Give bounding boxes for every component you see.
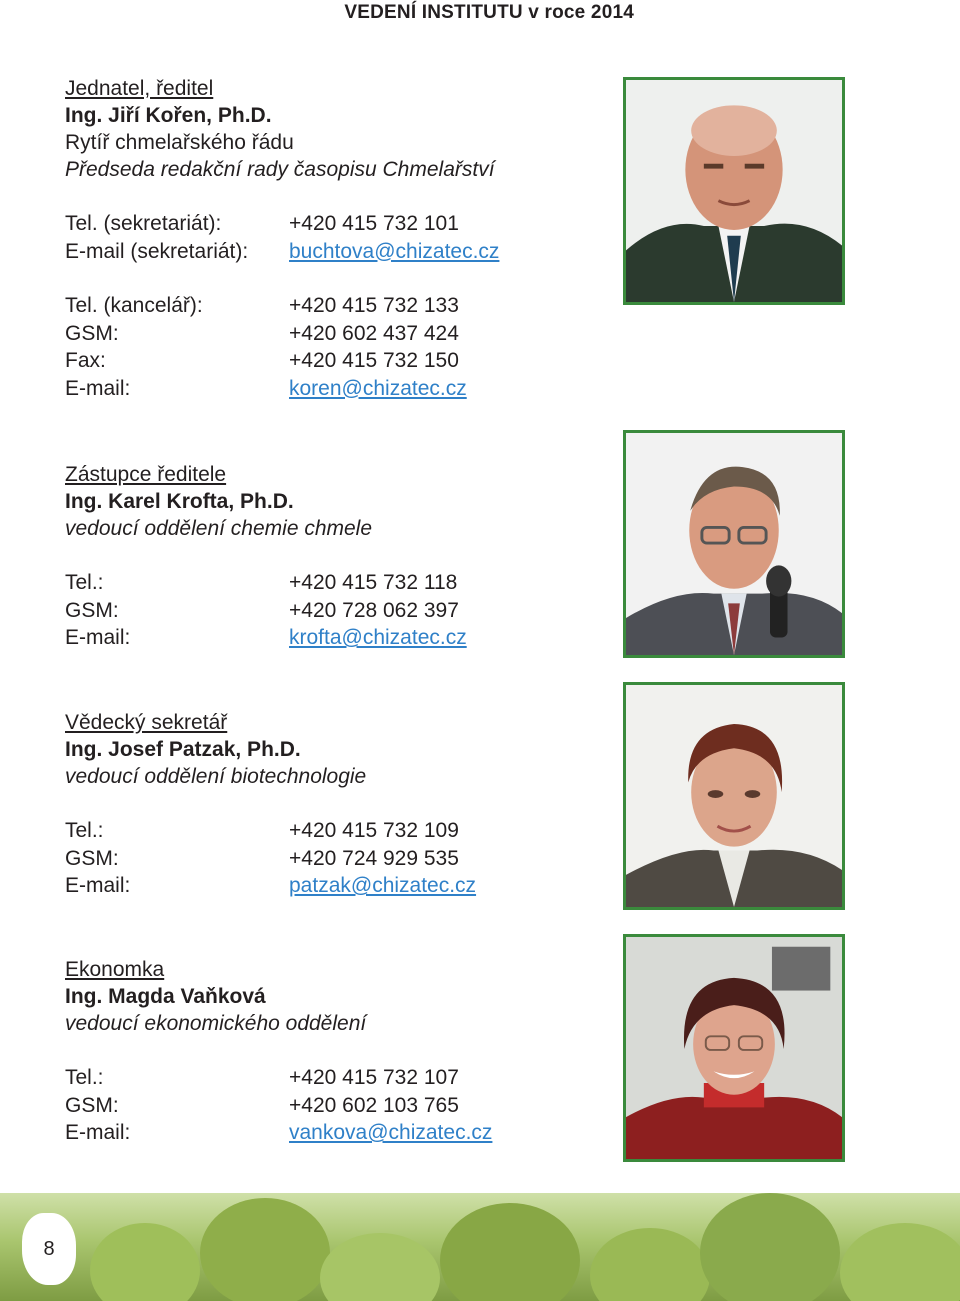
contact-label: E-mail: [65,1121,131,1144]
contact-label: E-mail: [65,874,131,897]
deputy-name: Ing. Karel Krofta, Ph.D. [65,490,294,513]
economist-name: Ing. Magda Vaňková [65,985,266,1008]
contact-label: Tel. (sekretariát): [65,212,222,235]
director-fax-row [65,347,585,375]
contact-value: +420 415 732 118 [289,571,458,594]
deputy-photo [623,430,845,658]
director-title-editor: Předseda redakční rady časopisu Chmelařství [65,158,495,181]
secretary-contacts [65,817,585,900]
economist-role: Ekonomka [65,958,165,981]
contact-label: Tel. (kancelář): [65,294,203,317]
contact-label: GSM: [65,598,119,622]
economist-contacts [65,1064,585,1147]
page-header-title: VEDENÍ INSTITUTU v roce 2014 [344,2,634,23]
director-contacts [65,210,585,402]
director-gsm-row [65,320,585,348]
contact-value: +420 415 732 133 [289,294,459,317]
economist-section [65,956,585,1147]
contact-label: Tel.: [65,571,104,594]
secretary-gsm-row [65,845,585,873]
economist-photo [623,934,845,1162]
contact-value: +420 724 929 535 [289,846,459,870]
footer-hops-banner [0,1193,960,1301]
director-email-link[interactable]: koren@chizatec.cz [289,376,467,400]
contact-label: GSM: [65,1093,119,1117]
secretary-email-link[interactable]: patzak@chizatec.cz [289,874,477,897]
contact-value: +420 728 062 397 [289,598,459,622]
contact-label: E-mail (sekretariát): [65,239,249,263]
deputy-phone-row [65,569,585,597]
economist-desc: vedoucí ekonomického oddělení [65,1012,367,1035]
secretary-role: Vědecký sekretář [65,711,228,734]
director-secretariat-email-row [65,238,585,266]
contact-value: +420 602 437 424 [289,321,459,345]
secretariat-email-link[interactable]: buchtova@chizatec.cz [289,239,500,263]
director-role: Jednatel, ředitel [65,77,214,100]
economist-phone-row [65,1064,585,1092]
director-secretariat-phone-row [65,210,585,238]
director-section [65,75,585,402]
page-number-badge [22,1213,76,1285]
secretary-email-row [65,872,585,900]
contact-label: E-mail: [65,376,131,400]
economist-email-row [65,1119,585,1147]
contact-value: +420 602 103 765 [289,1093,459,1117]
director-photo [623,77,845,305]
director-office-phone-row [65,292,585,320]
contact-label: E-mail: [65,626,131,649]
deputy-contacts [65,569,585,652]
contact-label: Tel.: [65,819,104,842]
contact-label: GSM: [65,321,119,345]
secretary-name: Ing. Josef Patzak, Ph.D. [65,738,301,761]
secretary-section [65,709,585,900]
deputy-role: Zástupce ředitele [65,463,227,486]
director-name: Ing. Jiří Kořen, Ph.D. [65,104,272,127]
director-title-knight: Rytíř chmelařského řádu [65,131,294,154]
deputy-email-link[interactable]: krofta@chizatec.cz [289,626,467,649]
page-number: 8 [43,1237,55,1260]
economist-email-link[interactable]: vankova@chizatec.cz [289,1121,493,1144]
contact-value: +420 415 732 101 [289,212,459,235]
contact-value: +420 415 732 107 [289,1066,459,1089]
deputy-desc: vedoucí oddělení chemie chmele [65,517,373,540]
secretary-phone-row [65,817,585,845]
economist-gsm-row [65,1092,585,1120]
deputy-section [65,461,585,652]
deputy-email-row [65,624,585,652]
secretary-photo [623,682,845,910]
contact-label: Tel.: [65,1066,104,1089]
contact-value: +420 415 732 150 [289,349,459,372]
deputy-gsm-row [65,597,585,625]
contact-label: GSM: [65,846,119,870]
director-email-row [65,375,585,403]
contact-label: Fax: [65,349,106,372]
contact-value: +420 415 732 109 [289,819,459,842]
secretary-desc: vedoucí oddělení biotechnologie [65,765,367,788]
